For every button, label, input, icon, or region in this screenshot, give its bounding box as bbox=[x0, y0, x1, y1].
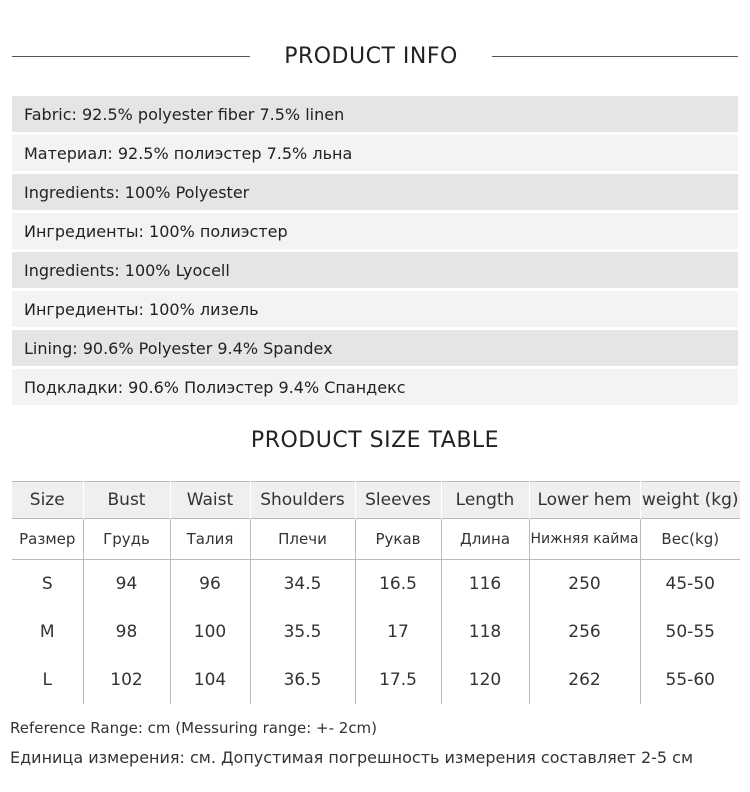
info-row-ingredients-polyester-ru: Ингредиенты: 100% полиэстер bbox=[12, 213, 738, 249]
header-weight-ru: Вес(kg) bbox=[640, 519, 740, 560]
cell-weight: 55-60 bbox=[640, 656, 740, 704]
header-length-ru: Длина bbox=[441, 519, 529, 560]
table-row bbox=[12, 656, 740, 704]
cell-length: 120 bbox=[441, 656, 529, 704]
header-sleeves: Sleeves bbox=[355, 482, 441, 519]
cell-length: 118 bbox=[441, 608, 529, 656]
reference-range-note: Reference Range: cm (Messuring range: +- 2cm) bbox=[10, 719, 378, 737]
cell-sleeves: 17.5 bbox=[355, 656, 441, 704]
size-table-header-row-en bbox=[12, 482, 740, 519]
header-length: Length bbox=[441, 482, 529, 519]
cell-bust: 94 bbox=[83, 560, 170, 609]
size-table bbox=[12, 481, 740, 704]
header-divider-left bbox=[12, 56, 250, 57]
cell-bust: 98 bbox=[83, 608, 170, 656]
cell-lower-hem: 262 bbox=[529, 656, 640, 704]
table-row bbox=[12, 608, 740, 656]
header-shoulders-ru: Плечи bbox=[250, 519, 355, 560]
product-info-list bbox=[12, 96, 738, 408]
cell-waist: 104 bbox=[170, 656, 250, 704]
size-table-title: PRODUCT SIZE TABLE bbox=[250, 428, 500, 453]
cell-size: L bbox=[42, 670, 52, 690]
cell-bust: 102 bbox=[83, 656, 170, 704]
header-bust: Bust bbox=[83, 482, 170, 519]
product-info-header bbox=[0, 44, 750, 69]
cell-waist: 100 bbox=[170, 608, 250, 656]
size-table-header-row-ru bbox=[12, 519, 740, 560]
header-weight: weight (kg) bbox=[640, 482, 740, 519]
header-waist: Waist bbox=[170, 482, 250, 519]
cell-weight: 45-50 bbox=[640, 560, 740, 609]
header-lower-hem-ru: Нижняя кайма bbox=[529, 519, 640, 560]
cell-size: S bbox=[41, 574, 53, 594]
cell-shoulders: 35.5 bbox=[250, 608, 355, 656]
header-divider-right bbox=[492, 56, 738, 57]
cell-size: M bbox=[39, 622, 55, 642]
cell-shoulders: 34.5 bbox=[250, 560, 355, 609]
cell-sleeves: 17 bbox=[355, 608, 441, 656]
header-shoulders: Shoulders bbox=[250, 482, 355, 519]
header-size-ru: Размер bbox=[12, 519, 83, 560]
info-row-lining-ru: Подкладки: 90.6% Полиэстер 9.4% Спандекс bbox=[12, 369, 738, 405]
cell-length: 116 bbox=[441, 560, 529, 609]
info-row-ingredients-lyocell: Ingredients: 100% Lyocell bbox=[12, 252, 738, 288]
table-row bbox=[12, 560, 740, 609]
info-row-fabric: Fabric: 92.5% polyester fiber 7.5% linen bbox=[12, 96, 738, 132]
header-lower-hem: Lower hem bbox=[529, 482, 640, 519]
cell-weight: 50-55 bbox=[640, 608, 740, 656]
cell-sleeves: 16.5 bbox=[355, 560, 441, 609]
header-bust-ru: Грудь bbox=[83, 519, 170, 560]
size-table-header bbox=[0, 428, 750, 453]
reference-range-note-ru: Единица измерения: см. Допустимая погрешность измерения составляет 2-5 см bbox=[10, 748, 694, 767]
header-sleeves-ru: Рукав bbox=[355, 519, 441, 560]
header-size: Size bbox=[12, 482, 83, 519]
product-info-title: PRODUCT INFO bbox=[284, 44, 458, 69]
cell-lower-hem: 256 bbox=[529, 608, 640, 656]
info-row-ingredients-lyocell-ru: Ингредиенты: 100% лизель bbox=[12, 291, 738, 327]
info-row-lining: Lining: 90.6% Polyester 9.4% Spandex bbox=[12, 330, 738, 366]
info-row-material-ru: Материал: 92.5% полиэстер 7.5% льна bbox=[12, 135, 738, 171]
cell-shoulders: 36.5 bbox=[250, 656, 355, 704]
header-waist-ru: Талия bbox=[170, 519, 250, 560]
cell-lower-hem: 250 bbox=[529, 560, 640, 609]
cell-waist: 96 bbox=[170, 560, 250, 609]
info-row-ingredients-polyester: Ingredients: 100% Polyester bbox=[12, 174, 738, 210]
